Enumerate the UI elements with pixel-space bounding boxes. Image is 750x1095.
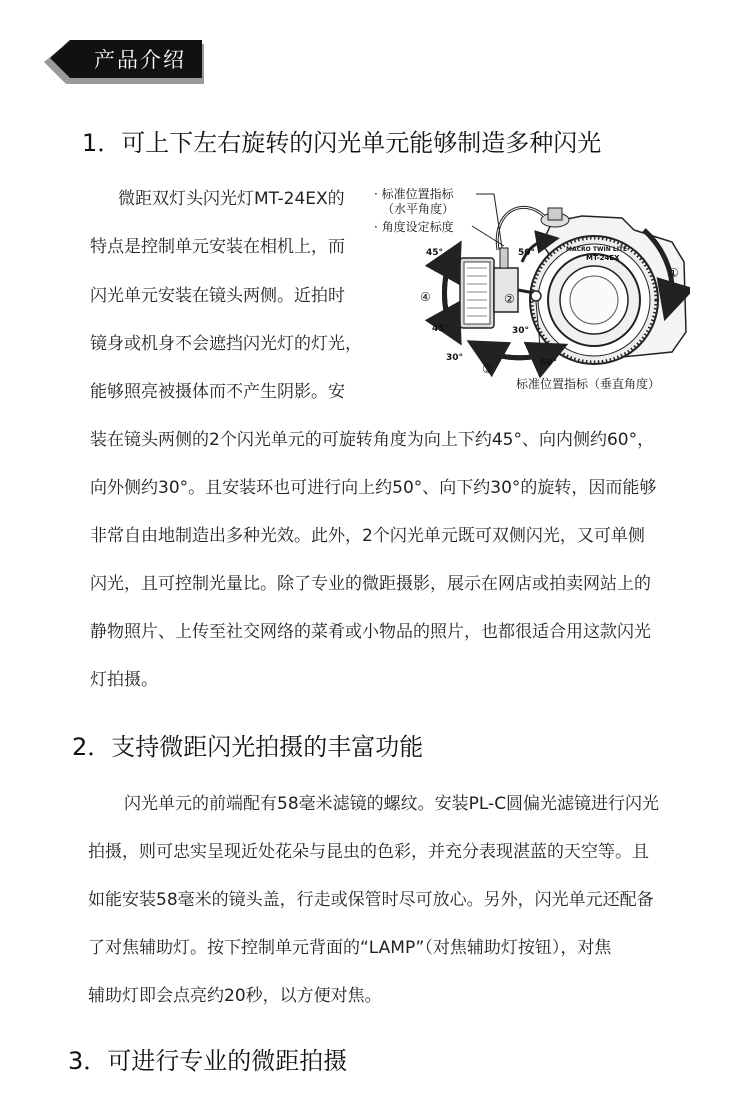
section-1-line: 向外侧约30°。且安装环也可进行向上约50°、向下约30°的旋转，因而能够 <box>90 478 657 498</box>
fig-deg-45-bottom: 45° <box>432 324 450 334</box>
section-1-line: 特点是控制单元安装在相机上，而 <box>90 237 345 257</box>
fig-label-angle-scale: · 角度设定标度 <box>374 220 454 234</box>
product-illustration <box>372 182 690 400</box>
section-1-line: 镜身或机身不会遮挡闪光灯的灯光， <box>90 334 362 354</box>
fig-deg-30-bottom: 30° <box>446 353 464 363</box>
section-1-line: 闪光，且可控制光量比。除了专业的微距摄影，展示在网店或拍卖网站上的 <box>90 574 651 594</box>
fig-label-vertical-indicator: 标准位置指标（垂直角度） <box>516 377 661 391</box>
section-2-line: 辅助灯即会点亮约20秒，以方便对焦。 <box>88 986 382 1006</box>
section-1-heading: 1．可上下左右旋转的闪光单元能够制造多种闪光 <box>82 129 602 157</box>
fig-number-2: ② <box>504 292 515 306</box>
section-1-line: 非常自由地制造出多种光效。此外，2个闪光单元既可双侧闪光，又可单侧 <box>90 526 645 546</box>
section-3-heading: 3．可进行专业的微距拍摄 <box>68 1047 348 1075</box>
section-1-line: 静物照片、上传至社交网络的菜肴或小物品的照片，也都很适合用这款闪光 <box>90 622 651 642</box>
section-2-line: 闪光单元的前端配有58毫米滤镜的螺纹。安装PL-C圆偏光滤镜进行闪光 <box>124 794 660 814</box>
fig-deg-60: 60° <box>540 358 558 368</box>
section-2-line: 了对焦辅助灯。按下控制单元背面的“LAMP”（对焦辅助灯按钮），对焦 <box>88 938 612 958</box>
section-2-heading: 2．支持微距闪光拍摄的丰富功能 <box>72 733 424 761</box>
section-2-line: 拍摄，则可忠实呈现近处花朵与昆虫的色彩，并充分表现湛蓝的天空等。且 <box>88 842 649 862</box>
fig-label-horizontal-angle: （水平角度） <box>382 202 455 216</box>
fig-number-3: ③ <box>482 362 493 376</box>
fig-deg-30-right: 30° <box>512 326 530 336</box>
fig-deg-50: 50° <box>518 248 536 258</box>
section-1-line: 闪光单元安装在镜头两侧。近拍时 <box>90 286 345 306</box>
fig-brand-text: MACRO TWIN LITE <box>566 246 628 253</box>
fig-deg-45-top: 45° <box>426 248 444 258</box>
fig-number-1: ① <box>668 266 679 280</box>
section-1-line: 灯拍摄。 <box>90 670 158 690</box>
tab-label: 产品介绍 <box>94 48 186 72</box>
section-2-line: 如能安装58毫米的镜头盖，行走或保管时尽可放心。另外，闪光单元还配备 <box>88 890 654 910</box>
fig-number-4: ④ <box>420 290 431 304</box>
section-tab <box>44 40 206 84</box>
section-1-line: 微距双灯头闪光灯MT-24EX的 <box>118 189 345 209</box>
section-1-line: 装在镜头两侧的2个闪光单元的可旋转角度为向上下约45°、向内侧约60°， <box>90 430 655 450</box>
fig-label-horizontal-indicator: · 标准位置指标 <box>374 187 454 201</box>
fig-model-text: MT-24EX <box>586 254 620 262</box>
section-1-line: 能够照亮被摄体而不产生阴影。安 <box>90 382 345 402</box>
